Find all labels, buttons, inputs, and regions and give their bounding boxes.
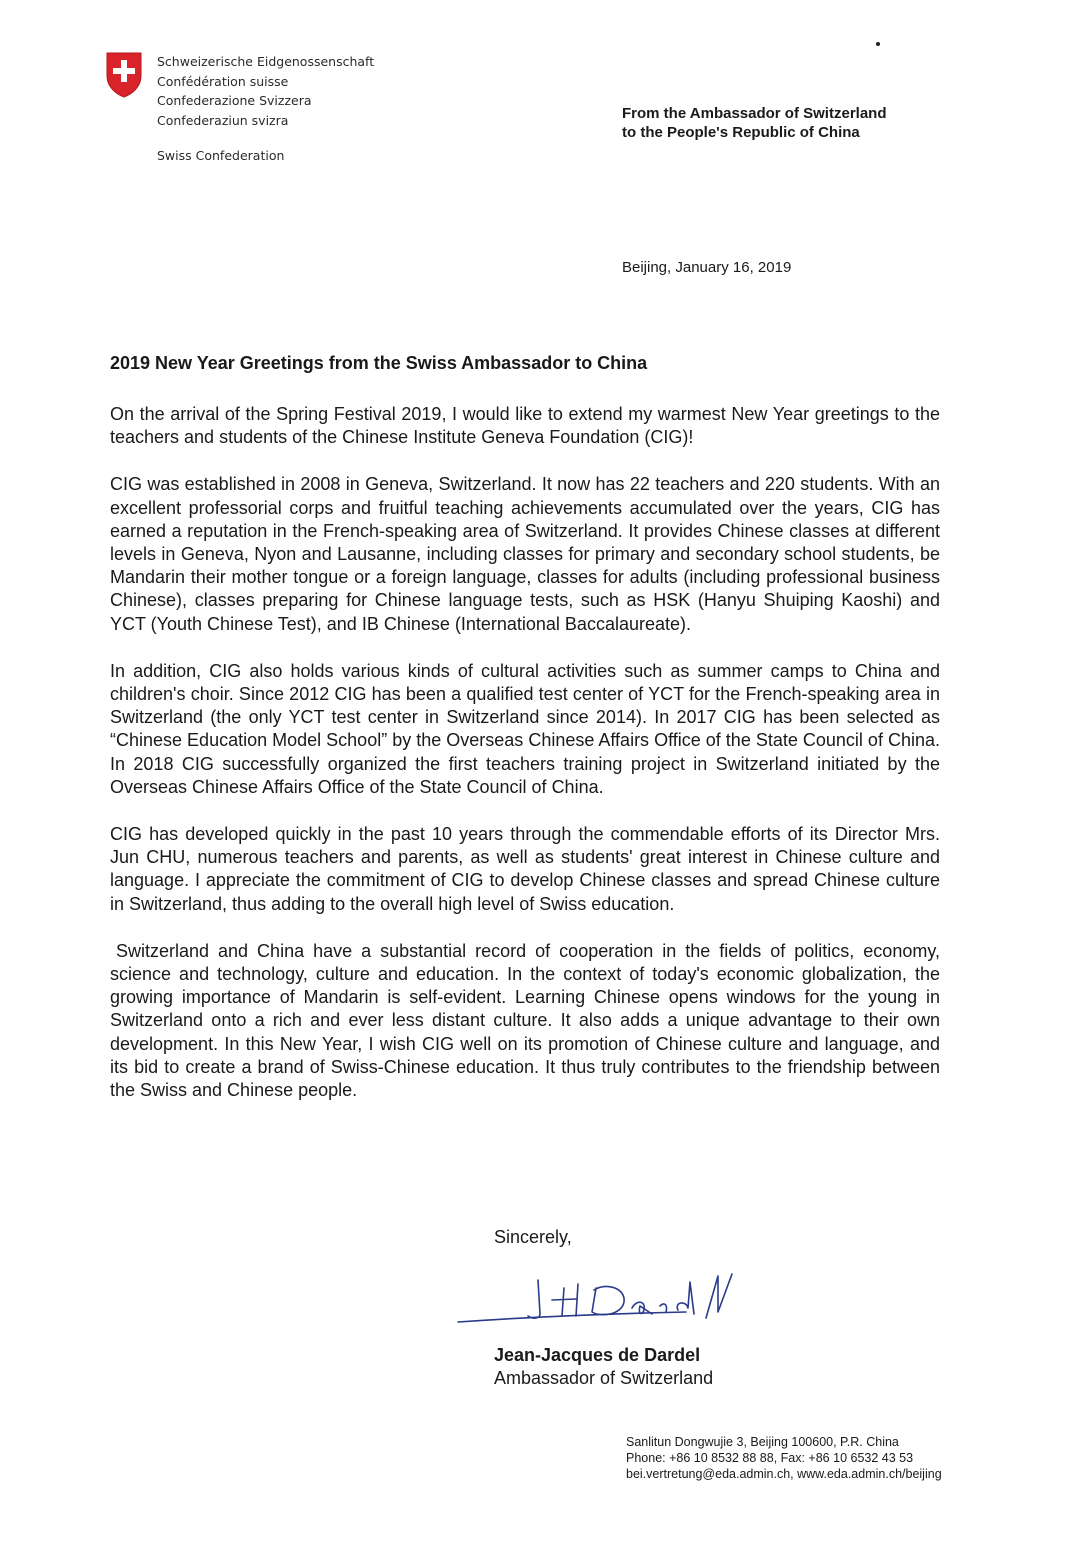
sender-line-1: From the Ambassador of Switzerland <box>622 105 887 122</box>
date-line: Beijing, January 16, 2019 <box>622 259 792 276</box>
paragraph-3: In addition, CIG also holds various kinds of cultural activities such as summer camps to China and children's choir. Since 2012 CIG has been a qualified test center of YCT for the French-speaking area in Switzerland (the only YCT test center in Switzerland since 2014). In 2017 CIG has been selected as “Chinese Education Model School” by the Overseas Chinese Affairs Office of the State Council of China. In 2018 CIG successfully organized the first teachers training project in Switzerland initiated by the Overseas Chinese Affairs Office of the State Council of China. <box>110 660 940 797</box>
handwritten-signature <box>456 1266 776 1336</box>
letter-subject: 2019 New Year Greetings from the Swiss Ambassador to China <box>110 353 648 373</box>
paragraph-1: On the arrival of the Spring Festival 2019, I would like to extend my warmest New Year greetings to the teachers and students of the Chinese Institute Geneva Foundation (CIG)! <box>110 404 940 448</box>
swiss-crest-icon <box>106 52 142 98</box>
paragraph-2: CIG was established in 2008 in Geneva, Switzerland. It now has 22 teachers and 220 students. With an excellent professorial corps and fruitful teaching achievements accumulated over the years, CIG has earned a reputation in the French-speaking area of Switzerland. It provides Chinese classes at different levels in Geneva, Nyon and Lausanne, including classes for primary and secondary school students, be Mandarin their mother tongue or a foreign language, classes for adults (including professional business Chinese), classes preparing for Chinese language tests, such as HSK (Hanyu Shuiping Kaoshi) and YCT (Youth Chinese Test), and IB Chinese (International Baccalaureate). <box>110 474 940 634</box>
footer-address: Sanlitun Dongwujie 3, Beijing 100600, P.R. China <box>626 1435 899 1449</box>
footer-web: bei.vertretung@eda.admin.ch, www.eda.admin.ch/beijing <box>626 1467 942 1481</box>
stray-dot <box>876 42 880 46</box>
confed-name-de: Schweizerische Eidgenossenschaft <box>157 54 375 69</box>
paragraph-4: CIG has developed quickly in the past 10 years through the commendable efforts of its Director Mrs. Jun CHU, numerous teachers and parents, as well as students' great interest in Chinese culture and language. I appreciate the commitment of CIG to develop Chinese classes and spread Chinese culture in Switzerland, thus adding to the overall high level of Swiss education. <box>110 824 940 914</box>
sender-line-2: to the People's Republic of China <box>622 124 860 141</box>
signatory-name: Jean-Jacques de Dardel <box>494 1345 701 1365</box>
closing: Sincerely, <box>494 1227 572 1247</box>
confed-name-fr: Confédération suisse <box>157 73 289 89</box>
letter-body <box>110 403 940 1126</box>
sender-block <box>622 104 887 142</box>
confed-name-rm: Confederaziun svizra <box>157 112 289 128</box>
footer-contact <box>626 1434 942 1482</box>
confed-name-it: Confederazione Svizzera <box>157 93 312 108</box>
signatory-title: Ambassador of Switzerland <box>494 1368 714 1388</box>
footer-phone: Phone: +86 10 8532 88 88, Fax: +86 10 6532 43 53 <box>626 1451 914 1465</box>
confederation-names <box>157 52 374 130</box>
paragraph-5: Switzerland and China have a substantial record of cooperation in the fields of politics, economy, science and technology, culture and education. In the context of today's economic globalization, the growing importance of Mandarin is self-evident. Learning Chinese opens windows for the young in Switzerland onto a rich and ever less distant culture. It also adds a unique advantage to their own development. In this New Year, I wish CIG well on its promotion of Chinese culture and language, and its bid to create a brand of Swiss-Chinese education. It thus truly contributes to the friendship between the Swiss and Chinese people. <box>110 940 940 1101</box>
confed-name-en: Swiss Confederation <box>157 148 285 163</box>
